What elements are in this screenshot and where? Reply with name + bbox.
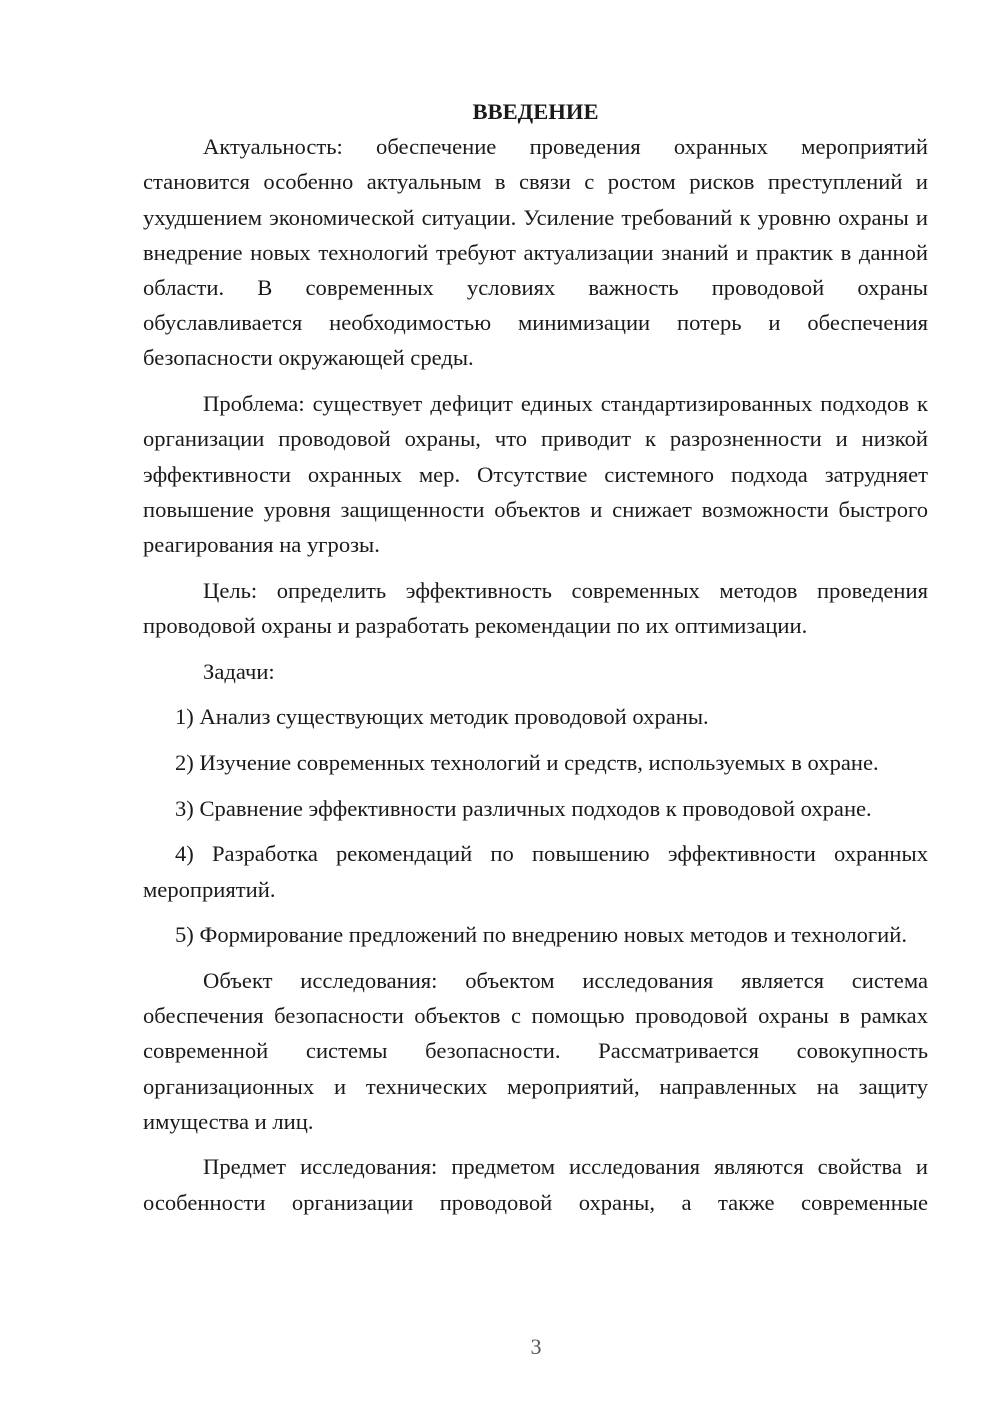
paragraph-problem: Проблема: существует дефицит единых стандартизированных подходов к организации проводовой охраны, что приводит к разрозненности и низкой эффективности охранных мер. Отсутствие системного подхода затрудняет повышение уровня защищенности объектов и снижает возможности быстрого реагирования на угрозы.: [143, 391, 928, 557]
page-number: 3: [530, 1334, 542, 1359]
task-item-3: 3) Сравнение эффективности различных подходов к проводовой охране.: [175, 795, 872, 821]
paragraph-subject: Предмет исследования: предметом исследования являются свойства и особенности организации проводовой охраны, а также современные: [143, 1154, 928, 1215]
paragraph-object: Объект исследования: объектом исследования является система обеспечения безопасности объектов с помощью проводовой охраны в рамках современной системы безопасности. Рассматривается совокупность организационных и технических мероприятий, направленных на защиту имущества и лиц.: [143, 967, 928, 1134]
section-title: ВВЕДЕНИЕ: [472, 99, 599, 124]
page-content: [143, 94, 928, 1220]
paragraph-tasks-heading: Задачи:: [203, 658, 275, 684]
task-item-2: 2) Изучение современных технологий и средств, используемых в охране.: [175, 749, 879, 775]
task-item-4: 4) Разработка рекомендаций по повышению эффективности охранных мероприятий.: [143, 841, 928, 902]
task-item-5: 5) Формирование предложений по внедрению новых методов и технологий.: [175, 922, 907, 948]
task-item-1: 1) Анализ существующих методик проводовой охраны.: [175, 704, 709, 730]
paragraph-relevance: Актуальность: обеспечение проведения охранных мероприятий становится особенно актуальным в связи с ростом рисков преступлений и ухудшением экономической ситуации. Усиление требований к уровню охраны и внедрение новых технологий требуют актуализации знаний и практик в данной области. В современных условиях важность проводовой охраны обуславливается необходимостью минимизации потерь и обеспечения безопасности окружающей среды.: [143, 134, 928, 371]
paragraph-goal: Цель: определить эффективность современных методов проведения проводовой охраны и разработать рекомендации по их оптимизации.: [143, 577, 928, 638]
